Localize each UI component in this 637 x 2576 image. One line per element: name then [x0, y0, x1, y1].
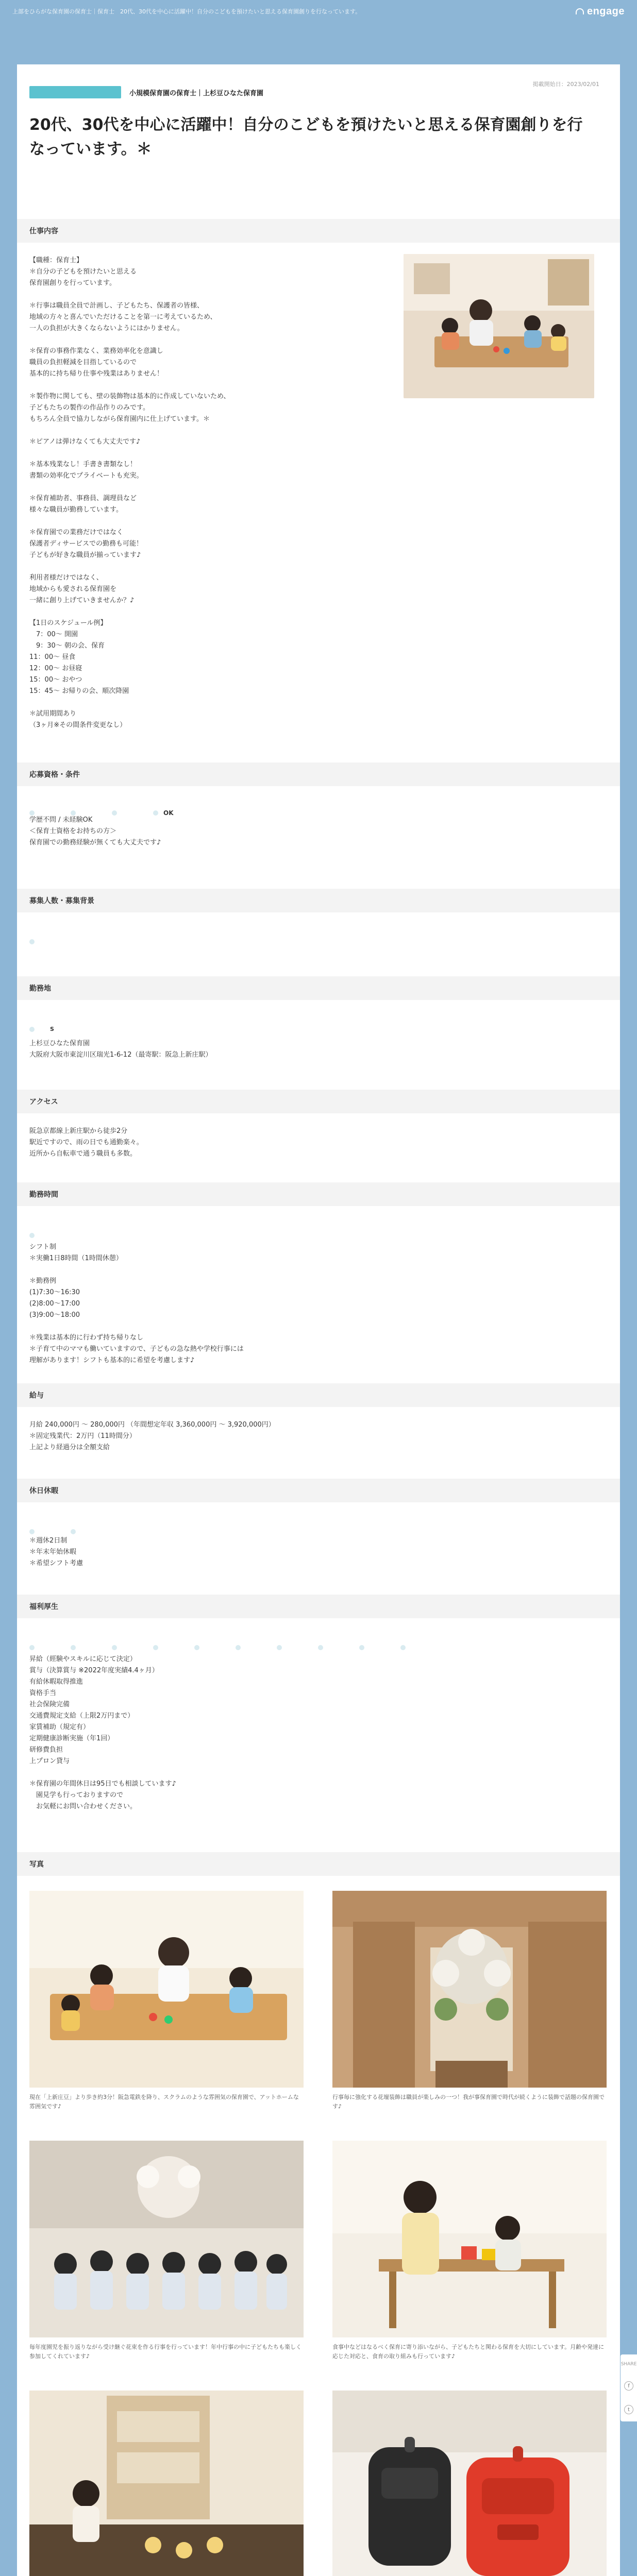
gallery-photo-3[interactable]: [29, 2141, 304, 2337]
brand-mark-icon: [576, 8, 584, 14]
section-holidays-heading: 休日休暇: [17, 1479, 620, 1502]
holiday-icon: [29, 1529, 35, 1534]
posted-date: 掲載開始日：2023/02/01: [532, 81, 599, 88]
gallery-photo-6-image: [332, 2391, 607, 2576]
work-photo-image: [404, 254, 594, 398]
benefit-icon: [71, 1645, 76, 1650]
hiring-icons-row: [29, 925, 607, 959]
gallery-caption-1: 現在「上新庄豆」より歩き約3分！阪急電鉄を降り、スクラムのような雰囲気の保育園で、アットホームな雰囲気です♪: [29, 2094, 299, 2110]
hours-icon: [29, 1233, 35, 1238]
benefit-icon: [400, 1645, 406, 1650]
section-location-body: 上杉豆ひなた保育園 大阪府大阪市東淀川区瑞光1-6-12（最寄駅：阪急上新庄駅）: [29, 1040, 212, 1059]
benefit-icon: [236, 1645, 241, 1650]
gallery-photo-5-image: [29, 2391, 304, 2576]
section-hours-heading: 勤務時間: [17, 1182, 620, 1206]
gallery-caption-4: 食事中などはなるべく保育に寄り添いながら、子どもたちと関わる保育を大切にしています。月齢や発達に応じた対応と、食育の取り組みも行っています♪: [332, 2344, 605, 2360]
section-work-body: 【職種：保育士】 ＊自分の子どもを預けたいと思える 保育園創りを行っています。 ＊行事は職員全員で計画し、子どもたち、保護者の皆様、 地域の方々と喜んでいただけることを第一に考えているため、 一人の負担が大きくならないようにはかりません。 ＊保育の事務作業なく、業務効率化を意識し 職員の負担軽減を目指しているので 基本的に持ち帰り仕事や残業はありません！ ＊製作物に関しても、壁の装飾物は基本的に作成していないため、 子どもたちの製作の作品作りのみです。 もちろん全員で協力しながら保育園内に仕上げています。＊ ＊ピアノは弾けなくても大丈夫です♪ ＊基本残業なし！手書き書類なし！ 書類の効率化でプライベートも充実。 ＊保育補助者、事務員、調理員など 様々な職員が勤務しています。 ＊保育園での業務だけではなく 保護者ディサービスでの勤務も可能！ 子どもが好きな職員が揃っています♪ 利用者様だけではなく、 地域からも愛される保育園を 一緒に創り上げていきませんか？♪ 【1日のスケジュール例】 7：00～ 開園 9：30～ 朝の会、保育 11：00～ 昼食 12：00～ お昼寝 15：00～ おやつ 15：45～ お帰りの会、順次降園 ＊試用期間あり （3ヶ月※その間条件変更なし）: [29, 257, 230, 729]
facebook-share-icon[interactable]: f: [624, 2381, 633, 2391]
requirement-ok-badge: OK: [163, 809, 174, 817]
top-notice-bar: [0, 0, 637, 23]
section-salary-body: 月給 240,000円 ～ 280,000円 （年間想定年収 3,360,000円 ～ 3,920,000円） ＊固定残業代：2万円（11時間分） 上記より経過分は全額支給: [29, 1421, 275, 1451]
gallery-photo-4[interactable]: [332, 2141, 607, 2337]
benefit-icon: [29, 1645, 35, 1650]
section-benefits-body: 昇給（經験やスキルに応じて決定） 賞与（決算賞与 ※2022年度実績4.4ヶ月） 有給休暇取得推進 資格手当 社会保険完備 交通費規定支給（上限2万円まで） 家賃補助（規定有） 定期健康診断実施（年1回） 研修費負担 上プロン貸与 ＊保育園の年間休日は95日でも相談しています♪ 園見学も行っておりますので お気軽にお問い合わせください。: [29, 1655, 176, 1810]
brand-logo[interactable]: [576, 6, 625, 18]
section-access-body: 阪急京都線上新庄駅から徒歩2分 駅近ですので、雨の日でも通勤楽々。 近所から自転車で通う職員も多数。: [29, 1127, 143, 1158]
job-tag-row: [29, 86, 263, 98]
gallery-caption-2: 行事毎に強化する花壇装飾は職員が楽しみの一つ！我が事保育園で時代が続くように装飾で話題の保育園です♪: [332, 2094, 605, 2110]
holiday-icon: [71, 1529, 76, 1534]
top-notice-text: 上部をひらがな保育園の保育士｜保育士 20代、30代を中心に活躍中！自分のこどもを預けたいと思える保育園創りを行なっています。: [12, 8, 361, 15]
section-access-heading: アクセス: [17, 1090, 620, 1113]
twitter-share-icon[interactable]: t: [624, 2405, 633, 2414]
benefit-icon: [277, 1645, 282, 1650]
section-hours-body: シフト制 ＊実働1日8時間（1時間休憩） ＊勤務例 (1)7:30～16:30 (2)8:00～17:00 (3)9:00～18:00 ＊残業は基本的に行わず持ち帰りなし ＊子育て中のママも働いていますので、子どもの急な熱や学校行事には 理解があります！シフトも基本的に希望を考慮します♪: [29, 1243, 244, 1364]
gallery-photo-3-image: [29, 2141, 304, 2337]
job-tag-label: 小規模保育園の保育士｜上杉豆ひなた保育園: [129, 89, 264, 97]
gallery-photo-4-image: [332, 2141, 607, 2337]
share-rail: [621, 2354, 637, 2421]
section-benefits-heading: 福利厚生: [17, 1595, 620, 1618]
job-card: [17, 64, 620, 2576]
gallery-photo-6[interactable]: [332, 2391, 607, 2576]
gallery-photo-2-image: [332, 1891, 607, 2088]
section-holidays-body: ＊週休2日制 ＊年末年始休暇 ＊希望シフト考慮: [29, 1537, 83, 1567]
location-icon: [29, 1027, 35, 1032]
work-photo: [404, 254, 594, 398]
share-label: SHARE: [621, 2362, 637, 2367]
job-category-tag: [29, 86, 121, 98]
location-marker: S: [50, 1026, 54, 1032]
section-requirements-heading: 応募資格・条件: [17, 762, 620, 786]
brand-logo-text: engage: [586, 5, 625, 17]
gallery-photo-1[interactable]: [29, 1891, 304, 2088]
benefit-icon: [112, 1645, 117, 1650]
benefit-icon: [153, 1645, 158, 1650]
section-location-heading: 勤務地: [17, 976, 620, 1000]
section-hiring-heading: 募集人数・募集背景: [17, 889, 620, 912]
benefit-icon: [359, 1645, 364, 1650]
gallery-photo-5[interactable]: [29, 2391, 304, 2576]
section-salary-heading: 給与: [17, 1383, 620, 1407]
gallery-photo-2[interactable]: [332, 1891, 607, 2088]
benefit-icon: [318, 1645, 323, 1650]
section-photos-heading: 写真: [17, 1852, 620, 1876]
gallery-caption-3: 毎年度園児を振り返りながら受け継ぐ花束を作る行事を行っています！年中行事の中に子どもたちも楽しく参加してくれています♪: [29, 2344, 301, 2360]
benefit-icon: [194, 1645, 199, 1650]
section-work-heading: 仕事内容: [17, 219, 620, 243]
section-requirements-body: 学歴不問 / 未経験OK ＜保育士資格をお持ちの方＞ 保育園での勤務経験が無くても大丈夫です♪: [29, 816, 161, 846]
gallery-photo-1-image: [29, 1891, 304, 2088]
hiring-icon: [29, 939, 35, 944]
job-headline: 20代、30代を中心に活躍中！自分のこどもを預けたいと思える保育園創りを行なっています。＊: [29, 116, 583, 158]
